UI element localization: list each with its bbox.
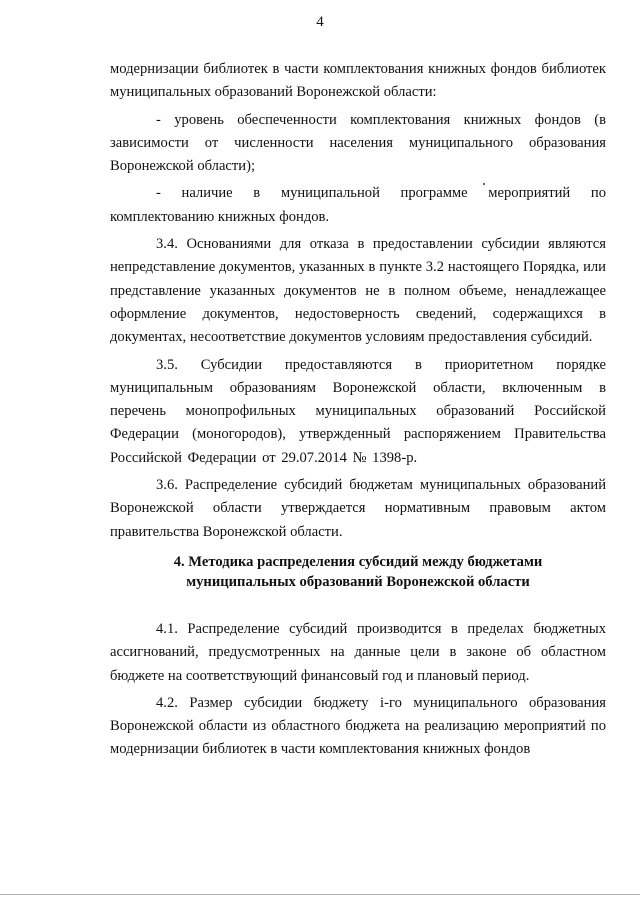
section-4-heading [110,552,606,592]
paragraph-4-1: 4.1. Распределение субсидий производится в пределах бюджетных ассигнований, предусмотренных на данные цели в законе об областном бюджете на соответствующий финансовый год и плановый период. [110,620,606,684]
list-item-program-activities: - наличие в муниципальной программе мероприятий по комплектованию книжных фондов. [110,185,606,225]
paragraph-continuation: модернизации библиотек в части комплектования книжных фондов библиотек муниципальных образований Воронежской области: [110,61,606,101]
list-item-provision-level: - уровень обеспеченности комплектования книжных фондов (в зависимости от численности населения муниципального образования Воронежской области); [110,111,606,175]
document-body [110,58,606,762]
paragraph-3-4: 3.4. Основаниями для отказа в предоставлении субсидии являются непредставление документов, указанных в пункте 3.2 настоящего Порядка, или представление указанных документов не в полном объеме, ненадлежащее оформление документов, недостоверность сведений, содержащихся в документах, несоответствие документов условиям предоставления субсидий. [110,236,606,346]
section-4-heading-line-1: 4. Методика распределения субсидий между бюджетами [173,553,543,570]
page-number: 4 [316,14,324,30]
paragraph-4-2: 4.2. Размер субсидии бюджету i-го муниципального образования Воронежской области из областного бюджета на реализацию мероприятий по модернизации библиотек в части комплектования книжных фондов [110,694,606,758]
page-bottom-edge [0,894,640,895]
paragraph-3-6: 3.6. Распределение субсидий бюджетам муниципальных образований Воронежской области утверждается нормативным правовым актом правительства Воронежской области. [110,477,606,540]
scan-speck [483,183,485,185]
section-4-heading-line-2: муниципальных образований Воронежской области [186,573,530,590]
paragraph-3-5: 3.5. Субсидии предоставляются в приоритетном порядке муниципальным образованиям Воронежской области, включенным в перечень монопрофильных муниципальных образований Российской Федерации (моногородов), утвержденный распоряжением Правительства Российской Федерации от 29.07.2014 № 1398-р. [110,356,606,466]
